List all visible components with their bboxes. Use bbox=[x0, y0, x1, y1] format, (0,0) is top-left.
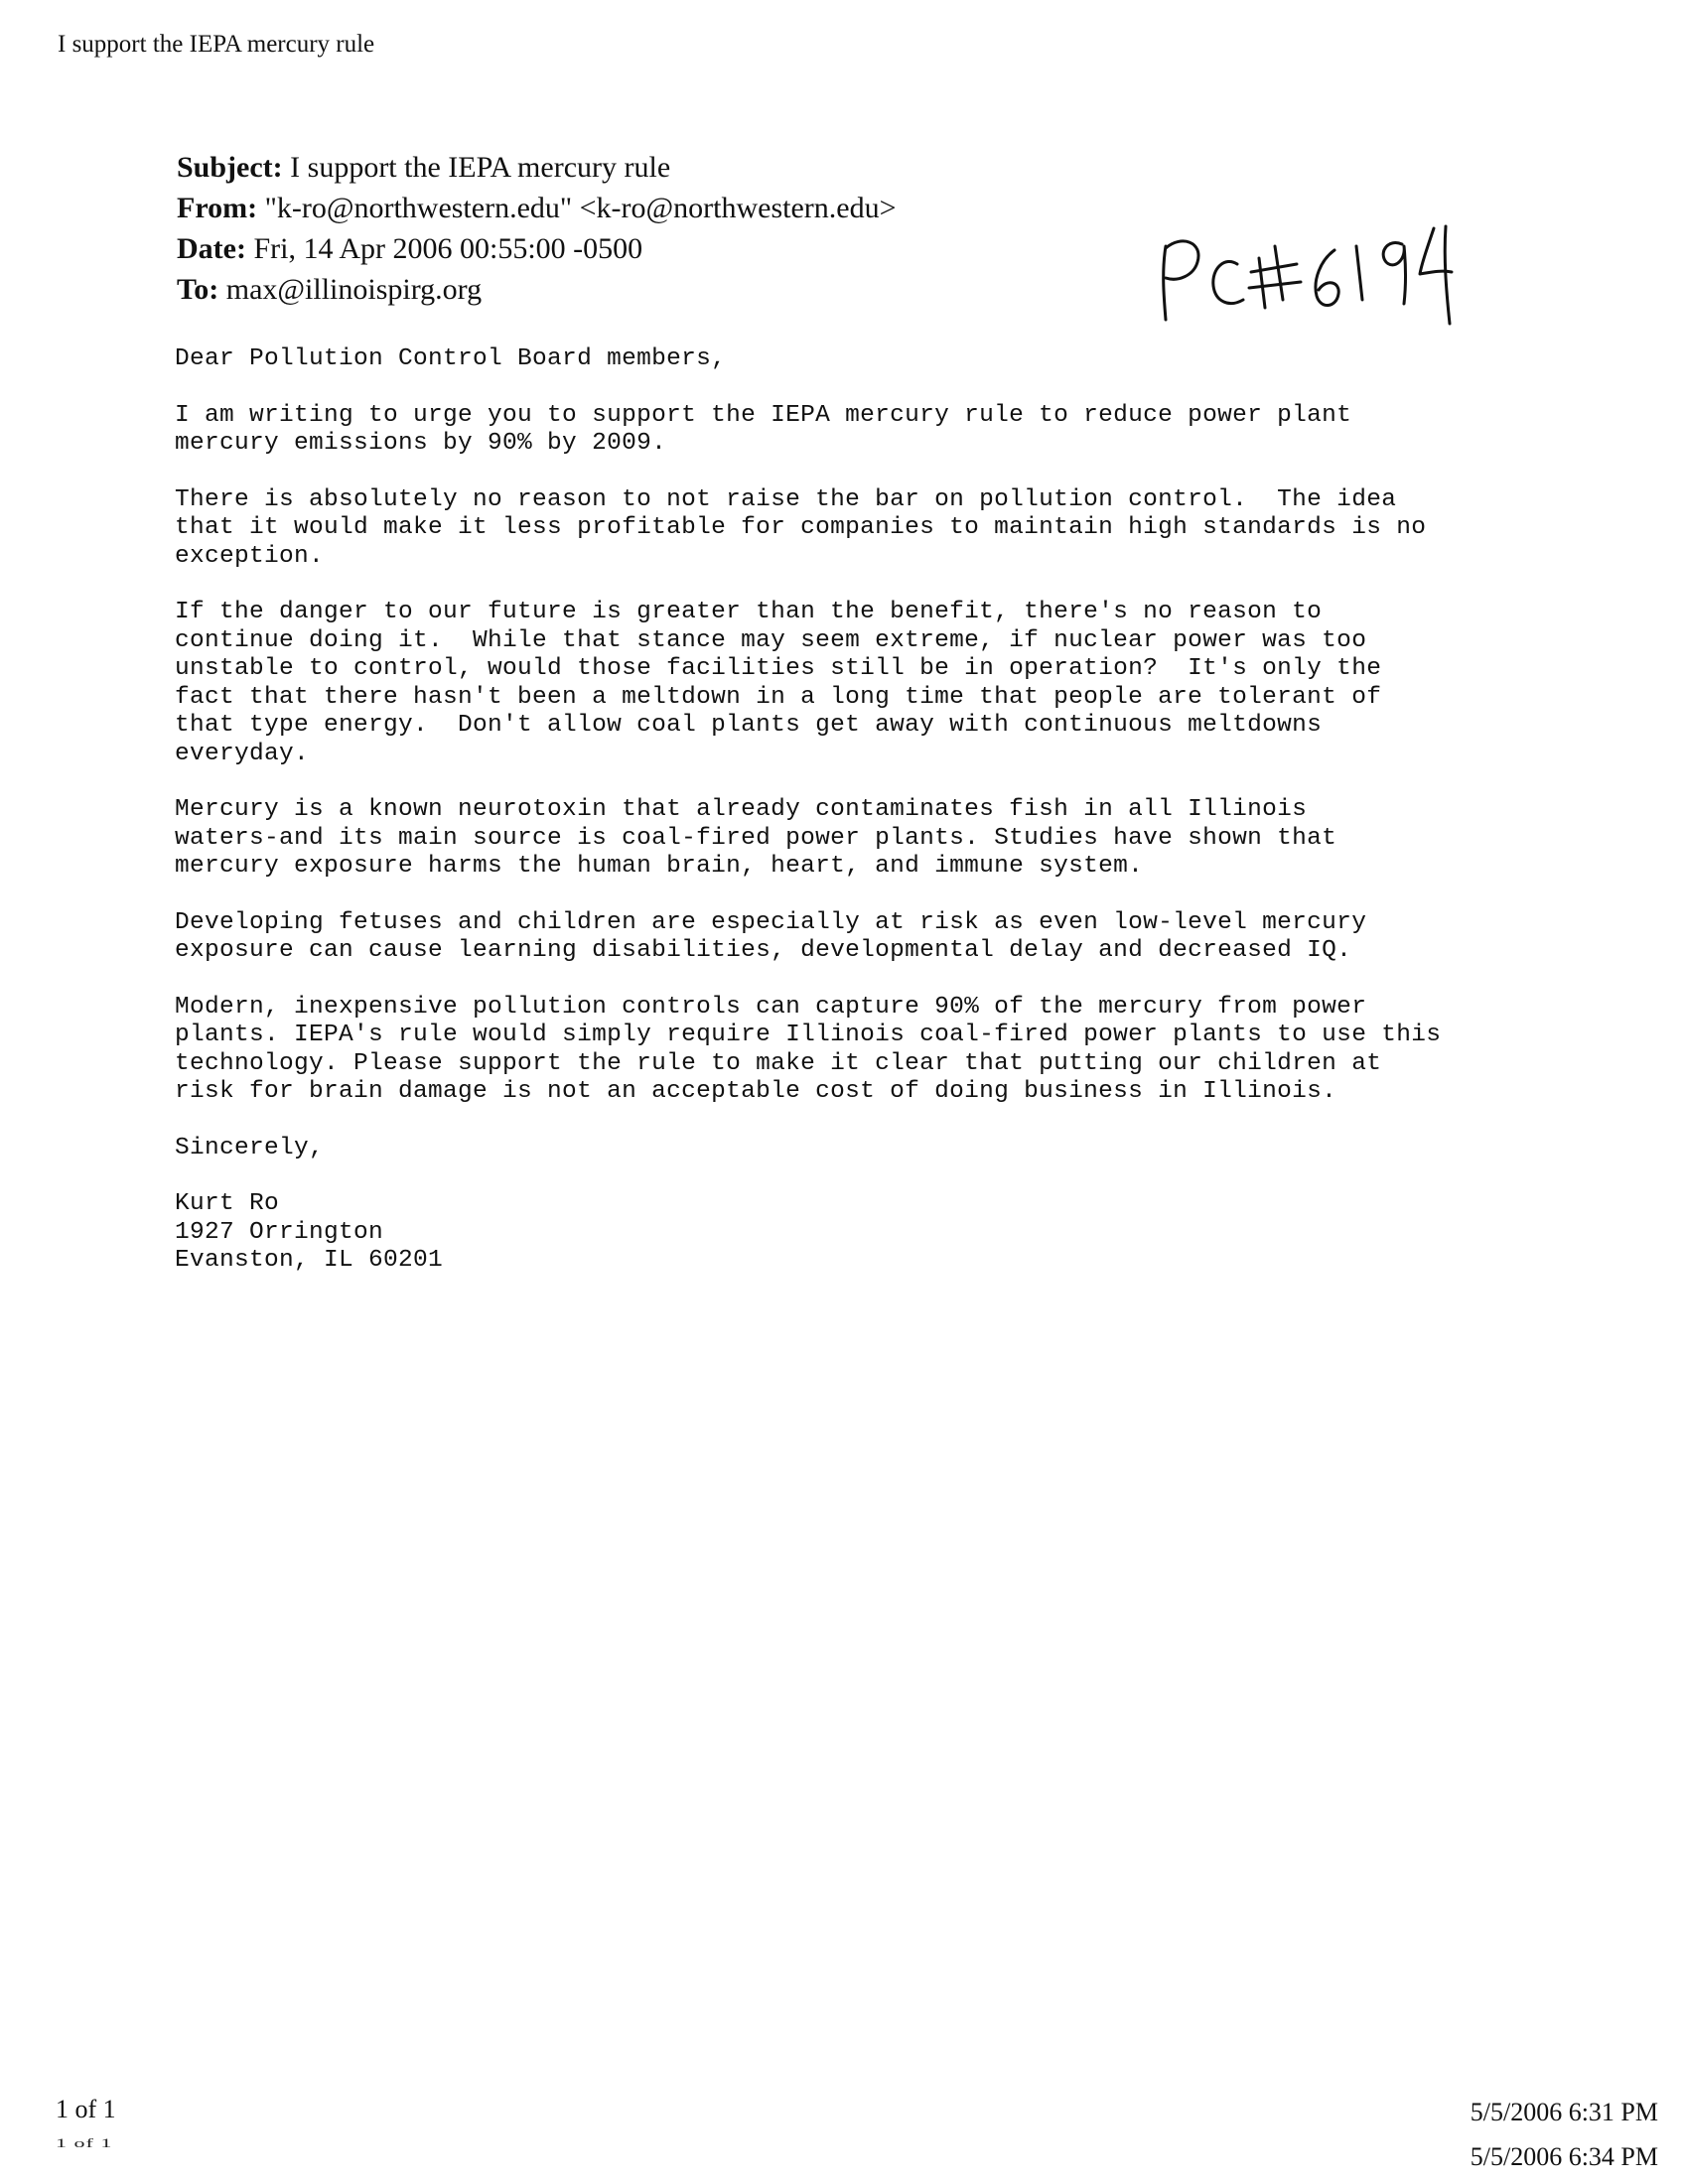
subject-value: I support the IEPA mercury rule bbox=[290, 151, 671, 184]
letter-paragraph: There is absolutely no reason to not raise the bar on pollution control. The idea that it would make it less profitable for companies to maintain high standards is no exception. bbox=[175, 485, 1427, 570]
from-value: "k-ro@northwestern.edu" <k-ro@northwestern.edu> bbox=[264, 192, 897, 224]
from-line bbox=[177, 188, 897, 228]
email-header bbox=[177, 147, 897, 310]
to-label: To: bbox=[177, 273, 219, 306]
print-timestamp-1: 5/5/2006 6:31 PM bbox=[1470, 2098, 1658, 2126]
signature-city: Evanston, IL 60201 bbox=[175, 1247, 444, 1274]
letter-paragraph: If the danger to our future is greater than the benefit, there's no reason to continue doing it. While that stance may seem extreme, if nuclear power was too unstable to control, would those facilities still be in operation? It's only the fact that there hasn't been a meltdown in a long time that people are tolerant of that type energy. Don't allow coal plants get away with continuous meltdowns everyday. bbox=[175, 599, 1382, 767]
page-count-faint: 1 of 1 bbox=[56, 2136, 113, 2150]
signature-name: Kurt Ro bbox=[175, 1190, 280, 1217]
letter-signoff: Sincerely, bbox=[175, 1134, 325, 1161]
subject-label: Subject: bbox=[177, 151, 283, 184]
page-count: 1 of 1 bbox=[56, 2095, 116, 2123]
letter-paragraph: Developing fetuses and children are especially at risk as even low-level mercury exposure can cause learning disabilities, developmental delay and decreased IQ. bbox=[175, 908, 1367, 964]
date-line bbox=[177, 228, 897, 269]
letter-paragraph: Mercury is a known neurotoxin that already contaminates fish in all Illinois waters-and its main source is coal-fired power plants. Studies have shown that mercury exposure harms the human brain, heart, and immune system. bbox=[175, 796, 1337, 880]
subject-line bbox=[177, 147, 897, 188]
signature-block bbox=[175, 1190, 1585, 1276]
letter-paragraph: Modern, inexpensive pollution controls can capture 90% of the mercury from power plants. IEPA's rule would simply require Illinois coal-fired power plants to use this technology. Please support the rule to make it clear that putting our children at risk for brain damage is not an acceptable cost of doing business in Illinois. bbox=[175, 993, 1442, 1105]
handwritten-pc-number bbox=[1152, 216, 1460, 328]
letter-body bbox=[175, 345, 1585, 1276]
handwritten-pc-number-drawing bbox=[1152, 216, 1460, 328]
page-header-title: I support the IEPA mercury rule bbox=[58, 31, 375, 58]
letter-paragraph: I am writing to urge you to support the IEPA mercury rule to reduce power plant mercury emissions by 90% by 2009. bbox=[175, 401, 1352, 457]
date-value: Fri, 14 Apr 2006 00:55:00 -0500 bbox=[253, 232, 643, 265]
date-label: Date: bbox=[177, 232, 246, 265]
to-line bbox=[177, 269, 897, 310]
signature-street: 1927 Orrington bbox=[175, 1218, 384, 1246]
letter-greeting: Dear Pollution Control Board members, bbox=[175, 345, 727, 372]
print-timestamp-2: 5/5/2006 6:34 PM bbox=[1470, 2142, 1658, 2171]
to-value: max@illinoispirg.org bbox=[225, 273, 483, 306]
from-label: From: bbox=[177, 192, 258, 224]
